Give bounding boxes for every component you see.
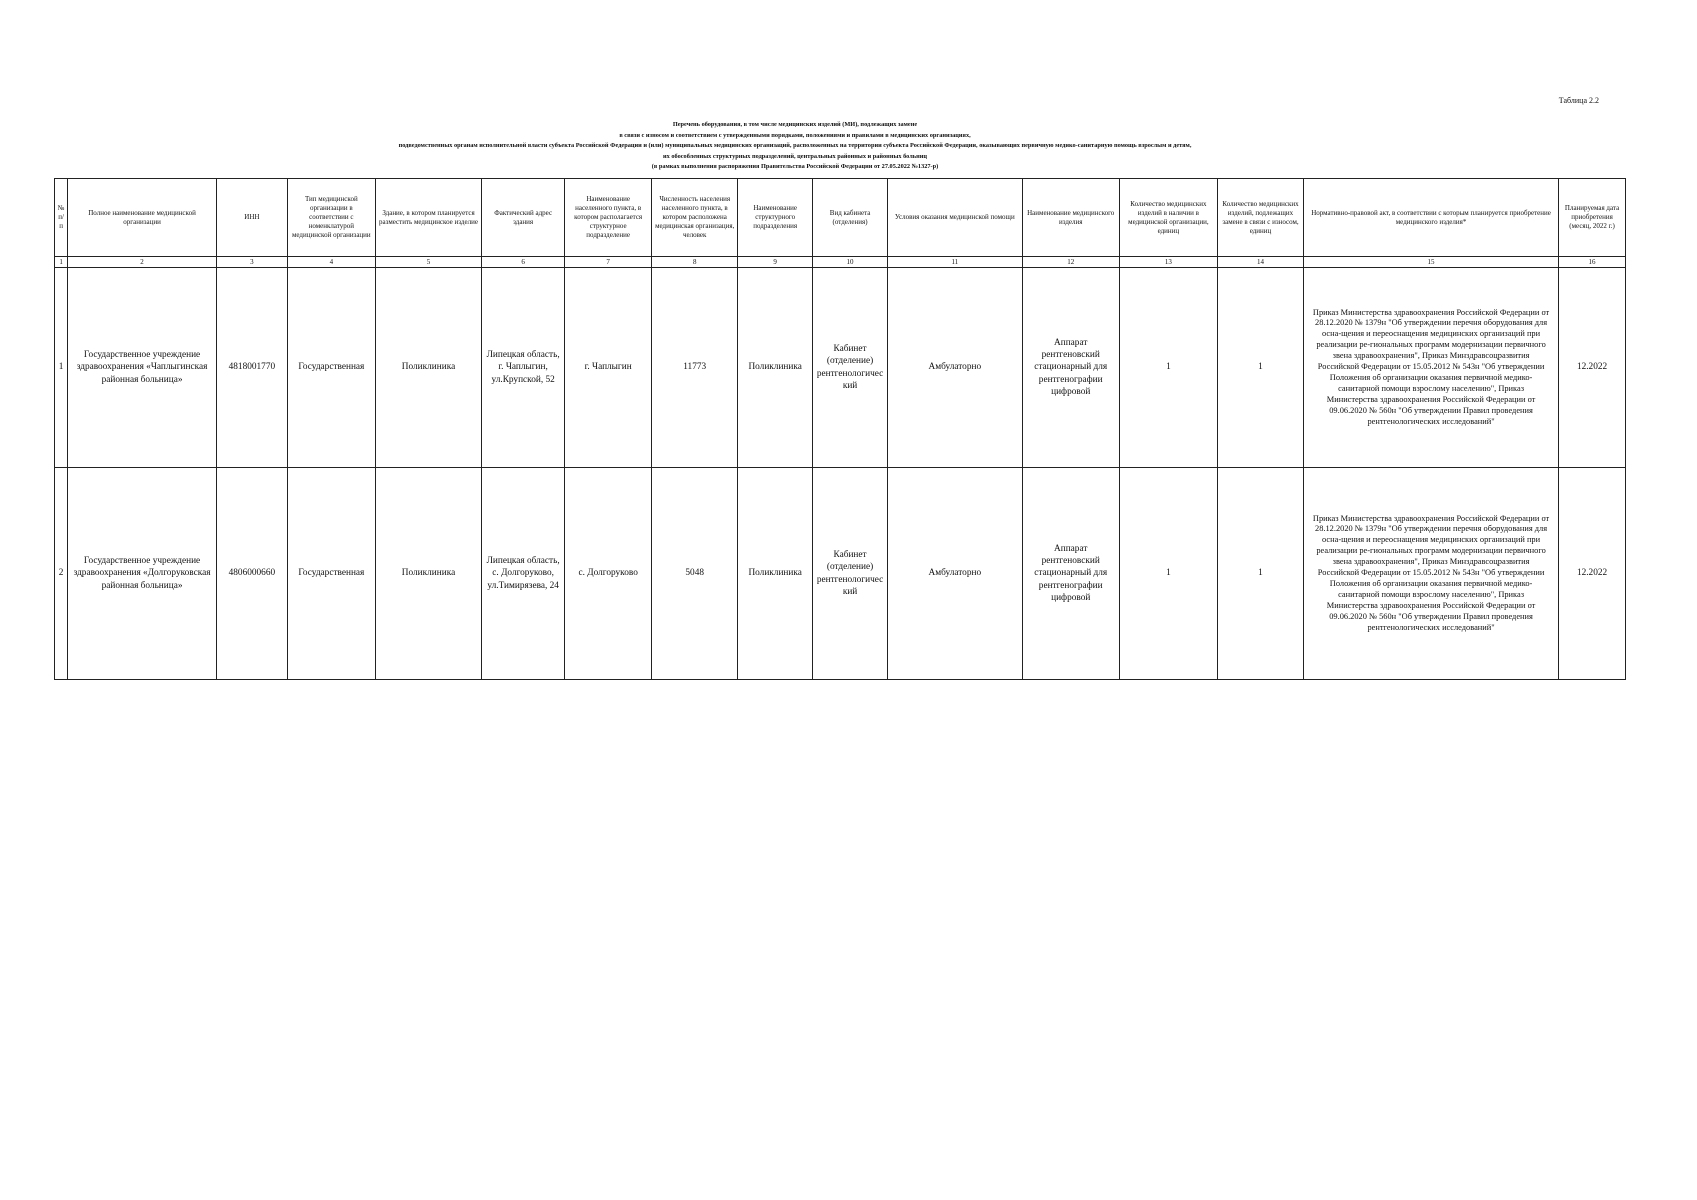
header-row: [55, 179, 1626, 257]
column-header: Наименование структурного подразделения: [738, 179, 813, 257]
column-header: Тип медицинской организации в соответствии с номенклатурой медицинской организации: [287, 179, 375, 257]
cell-population: 5048: [652, 468, 738, 680]
table-row: [55, 468, 1626, 680]
document-heading: [280, 120, 1310, 173]
column-number: 12: [1022, 257, 1119, 268]
column-number: 8: [652, 257, 738, 268]
column-header: Нормативно-правовой акт, в соответствии с которым планируется приобретение медицинского изделия*: [1304, 179, 1559, 257]
heading-line-2: в связи с износом и соответствием с утвержденными порядками, положениями и правилами в медицинских организациях,: [619, 131, 971, 139]
cell-device: Аппарат рентгеновский стационарный для рентгенографии цифровой: [1022, 268, 1119, 468]
heading-line-3: подведомственных органам исполнительной власти субъекта Российской Федерации и (или) муниципальных медицинских организаций, расположенных на территории субъекта Российской Федерации, оказывающих первичную медико-санитарную помощь взрослым и детям,: [398, 142, 1192, 150]
cell-number: 2: [55, 468, 68, 680]
cell-org-name: Государственное учреждение здравоохранения «Чаплыгинская районная больница»: [68, 268, 217, 468]
column-number: 11: [888, 257, 1023, 268]
cell-legal-act: Приказ Министерства здравоохранения Российской Федерации от 28.12.2020 № 1379н "Об утверждении перечня оборудования для осна-щения и переоснащения медицинских организаций при реализации ре-гиональных программ модернизации первичного звена здравоохранения", Приказ Минздравсоцразвития Российской Федерации от 15.05.2012 № 543н "Об утверждении Положения об организации оказания первичной медико-санитарной помощи взрослому населению", Приказ Министерства здравоохранения Российской Федерации от 09.06.2020 № 560н "Об утверждении Правил проведения рентгенологических исследований": [1304, 268, 1559, 468]
column-number: 9: [738, 257, 813, 268]
cell-division: Поликлиника: [738, 468, 813, 680]
cell-population: 11773: [652, 268, 738, 468]
column-header: Наименование населенного пункта, в котором располагается структурное подразделение: [565, 179, 652, 257]
cell-division: Поликлиника: [738, 268, 813, 468]
column-header: Вид кабинета (отделения): [813, 179, 888, 257]
column-number: 7: [565, 257, 652, 268]
cell-qty-have: 1: [1119, 268, 1217, 468]
column-number: 16: [1559, 257, 1626, 268]
column-header: № п/п: [55, 179, 68, 257]
cell-date: 12.2022: [1559, 268, 1626, 468]
cell-device: Аппарат рентгеновский стационарный для рентгенографии цифровой: [1022, 468, 1119, 680]
column-header: Количество медицинских изделий в наличии в медицинской организации, единиц: [1119, 179, 1217, 257]
heading-line-1: Перечень оборудования, в том числе медицинских изделий (МИ), подлежащих замене: [672, 121, 918, 128]
cell-cabinet: Кабинет (отделение) рентгенологичес кий: [813, 268, 888, 468]
cell-qty-replace: 1: [1217, 468, 1303, 680]
column-header: Количество медицинских изделий, подлежащих замене в связи с износом, единиц: [1217, 179, 1303, 257]
equipment-table: [54, 178, 1626, 680]
cell-qty-have: 1: [1119, 468, 1217, 680]
column-header: Планируемая дата приобретения (месяц, 2022 г.): [1559, 179, 1626, 257]
column-number: 1: [55, 257, 68, 268]
column-number: 3: [216, 257, 287, 268]
cell-org-type: Государственная: [287, 268, 375, 468]
column-header: ИНН: [216, 179, 287, 257]
cell-conditions: Амбулаторно: [888, 468, 1023, 680]
column-number: 5: [375, 257, 481, 268]
column-number: 4: [287, 257, 375, 268]
cell-inn: 4818001770: [216, 268, 287, 468]
cell-date: 12.2022: [1559, 468, 1626, 680]
column-header: Полное наименование медицинской организации: [68, 179, 217, 257]
cell-locality: г. Чаплыгин: [565, 268, 652, 468]
cell-qty-replace: 1: [1217, 268, 1303, 468]
cell-address: Липецкая область, с. Долгоруково, ул.Тимирязева, 24: [482, 468, 565, 680]
column-header: Условия оказания медицинской помощи: [888, 179, 1023, 257]
column-number: 6: [482, 257, 565, 268]
cell-inn: 4806000660: [216, 468, 287, 680]
column-number: 13: [1119, 257, 1217, 268]
cell-conditions: Амбулаторно: [888, 268, 1023, 468]
column-number: 2: [68, 257, 217, 268]
column-header: Численность населения населенного пункта, в котором расположена медицинская организация, человек: [652, 179, 738, 257]
column-header: Здание, в котором планируется разместить медицинское изделие: [375, 179, 481, 257]
heading-line-4: их обособленных структурных подразделений, центральных районных и районных больниц: [663, 152, 927, 160]
cell-cabinet: Кабинет (отделение) рентгенологичес кий: [813, 468, 888, 680]
heading-line-5: (в рамках выполнения распоряжения Правительства Российской Федерации от 27.05.2022 №1327-р): [651, 163, 939, 171]
column-header: Наименование медицинского изделия: [1022, 179, 1119, 257]
column-header: Фактический адрес здания: [482, 179, 565, 257]
cell-number: 1: [55, 268, 68, 468]
table-row: [55, 268, 1626, 468]
cell-building: Поликлиника: [375, 468, 481, 680]
cell-address: Липецкая область, г. Чаплыгин, ул.Крупской, 52: [482, 268, 565, 468]
column-number: 15: [1304, 257, 1559, 268]
column-number: 14: [1217, 257, 1303, 268]
cell-building: Поликлиника: [375, 268, 481, 468]
cell-legal-act: Приказ Министерства здравоохранения Российской Федерации от 28.12.2020 № 1379н "Об утверждении перечня оборудования для осна-щения и переоснащения медицинских организаций при реализации ре-гиональных программ модернизации первичного звена здравоохранения", Приказ Минздравсоцразвития Российской Федерации от 15.05.2012 № 543н "Об утверждении Положения об организации оказания первичной медико-санитарной помощи взрослому населению", Приказ Министерства здравоохранения Российской Федерации от 09.06.2020 № 560н "Об утверждении Правил проведения рентгенологических исследований": [1304, 468, 1559, 680]
cell-locality: с. Долгоруково: [565, 468, 652, 680]
cell-org-type: Государственная: [287, 468, 375, 680]
table-label: Таблица 2.2: [1558, 96, 1599, 105]
cell-org-name: Государственное учреждение здравоохранения «Долгоруковская районная больница»: [68, 468, 217, 680]
column-number: 10: [813, 257, 888, 268]
column-number-row: [55, 257, 1626, 268]
